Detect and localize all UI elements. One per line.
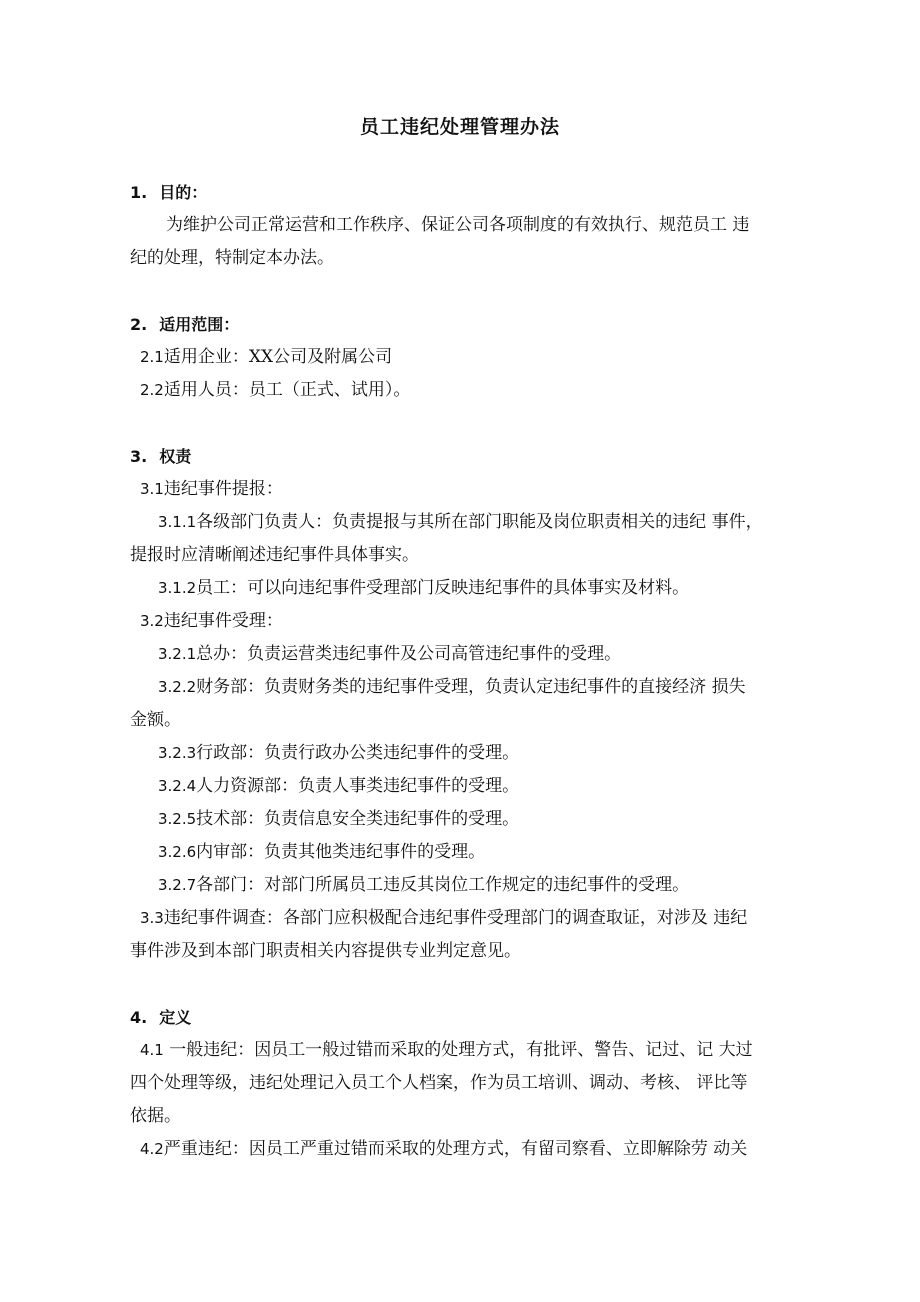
clause-text: 适用人员：员工（正式、试用）。 — [163, 380, 411, 400]
clause-text: 各部门：对部门所属员工违反其岗位工作规定的违纪事件的受理。 — [196, 875, 690, 895]
clause-text: 违纪事件受理： — [163, 611, 283, 631]
clause-text: 各级部门负责人：负责提报与其所在部门职能及岗位职责相关的违纪 事件， — [196, 512, 763, 532]
clause-3-3 — [130, 902, 802, 935]
clause-text: 违纪事件调查：各部门应积极配合违纪事件受理部门的调查取证，对涉及 违纪 — [163, 908, 748, 928]
clause-number: 3.2.7 — [158, 876, 197, 894]
clause-number: 3.1 — [140, 480, 164, 498]
clause-4-1 — [130, 1034, 802, 1067]
section-heading-scope — [130, 308, 802, 341]
clause-number: 3.2.1 — [158, 645, 197, 663]
document-title: 员工违纪处理管理办法 — [359, 116, 560, 138]
paragraph-line: 依据。 — [130, 1106, 181, 1126]
section-title: 权责 — [159, 447, 192, 466]
clause-number: 3.2.4 — [158, 777, 197, 795]
clause-text: 适用企业：XX公司及附属公司 — [163, 347, 393, 367]
clause-number: 3.2.2 — [158, 678, 197, 696]
clause-text: 财务部：负责财务类的违纪事件受理，负责认定违纪事件的直接经济 损失 — [196, 677, 746, 697]
section-number: 2. — [130, 315, 148, 334]
clause-2-2 — [130, 374, 802, 407]
clause-3-2-4 — [130, 770, 802, 803]
clause-2-1 — [130, 341, 802, 374]
clause-text: 总办：负责运营类违纪事件及公司高管违纪事件的受理。 — [196, 644, 622, 664]
clause-3-2-5 — [130, 803, 802, 836]
clause-text: 内审部：负责其他类违纪事件的受理。 — [196, 842, 486, 862]
paragraph-line: 金额。 — [130, 710, 181, 730]
clause-number: 3.1.1 — [158, 513, 197, 531]
clause-text: 一般违纪：因员工一般过错而采取的处理方式，有批评、警告、记过、记 大过 — [163, 1040, 753, 1060]
clause-3-2-6 — [130, 836, 802, 869]
clause-3-1-2 — [130, 572, 802, 605]
clause-3-2-2 — [130, 671, 802, 704]
section-number: 3. — [130, 447, 148, 466]
paragraph-line: 纪的处理，特制定本办法。 — [130, 248, 334, 268]
section-number: 1. — [130, 183, 148, 202]
section-title: 适用范围： — [159, 315, 240, 334]
section-title: 定义 — [159, 1008, 192, 1027]
clause-3-2-3 — [130, 737, 802, 770]
clause-number: 3.2 — [140, 612, 164, 630]
clause-3-1-1 — [130, 506, 802, 539]
clause-text: 技术部：负责信息安全类违纪事件的受理。 — [196, 809, 520, 829]
clause-3-2 — [130, 605, 802, 638]
spacer — [130, 407, 802, 440]
clause-number: 4.1 — [140, 1041, 164, 1059]
clause-number: 3.3 — [140, 909, 164, 927]
clause-text: 员工：可以向违纪事件受理部门反映违纪事件的具体事实及材料。 — [196, 578, 690, 598]
clause-text: 行政部：负责行政办公类违纪事件的受理。 — [196, 743, 520, 763]
paragraph-line: 四个处理等级，违纪处理记入员工个人档案，作为员工培训、调动、考核、 评比等 — [130, 1073, 748, 1093]
clause-3-2-1 — [130, 638, 802, 671]
spacer — [130, 968, 802, 1001]
clause-3-1 — [130, 473, 802, 506]
clause-number: 3.2.6 — [158, 843, 197, 861]
paragraph-line: 为维护公司正常运营和工作秩序、保证公司各项制度的有效执行、规范员工 违 — [166, 215, 750, 235]
section-heading-purpose — [130, 176, 802, 209]
clause-number: 2.2 — [140, 381, 164, 399]
section-number: 4. — [130, 1008, 148, 1027]
section-heading-responsibilities — [130, 440, 802, 473]
clause-number: 3.1.2 — [158, 579, 197, 597]
clause-3-2-7 — [130, 869, 802, 902]
clause-text: 违纪事件提报： — [163, 479, 283, 499]
clause-number: 4.2 — [140, 1140, 164, 1158]
section-heading-definitions — [130, 1001, 802, 1034]
clause-4-2 — [130, 1133, 802, 1166]
document-body — [130, 176, 802, 1166]
clause-number: 3.2.3 — [158, 744, 197, 762]
paragraph-line: 事件涉及到本部门职责相关内容提供专业判定意见。 — [130, 941, 521, 961]
clause-text: 人力资源部：负责人事类违纪事件的受理。 — [196, 776, 520, 796]
clause-text: 严重违纪：因员工严重过错而采取的处理方式，有留司察看、立即解除劳 动关 — [163, 1139, 748, 1159]
section-title: 目的： — [159, 183, 208, 202]
paragraph-line: 提报时应清晰阐述违纪事件具体事实。 — [130, 545, 419, 565]
clause-number: 2.1 — [140, 348, 164, 366]
spacer — [130, 275, 802, 308]
clause-number: 3.2.5 — [158, 810, 197, 828]
